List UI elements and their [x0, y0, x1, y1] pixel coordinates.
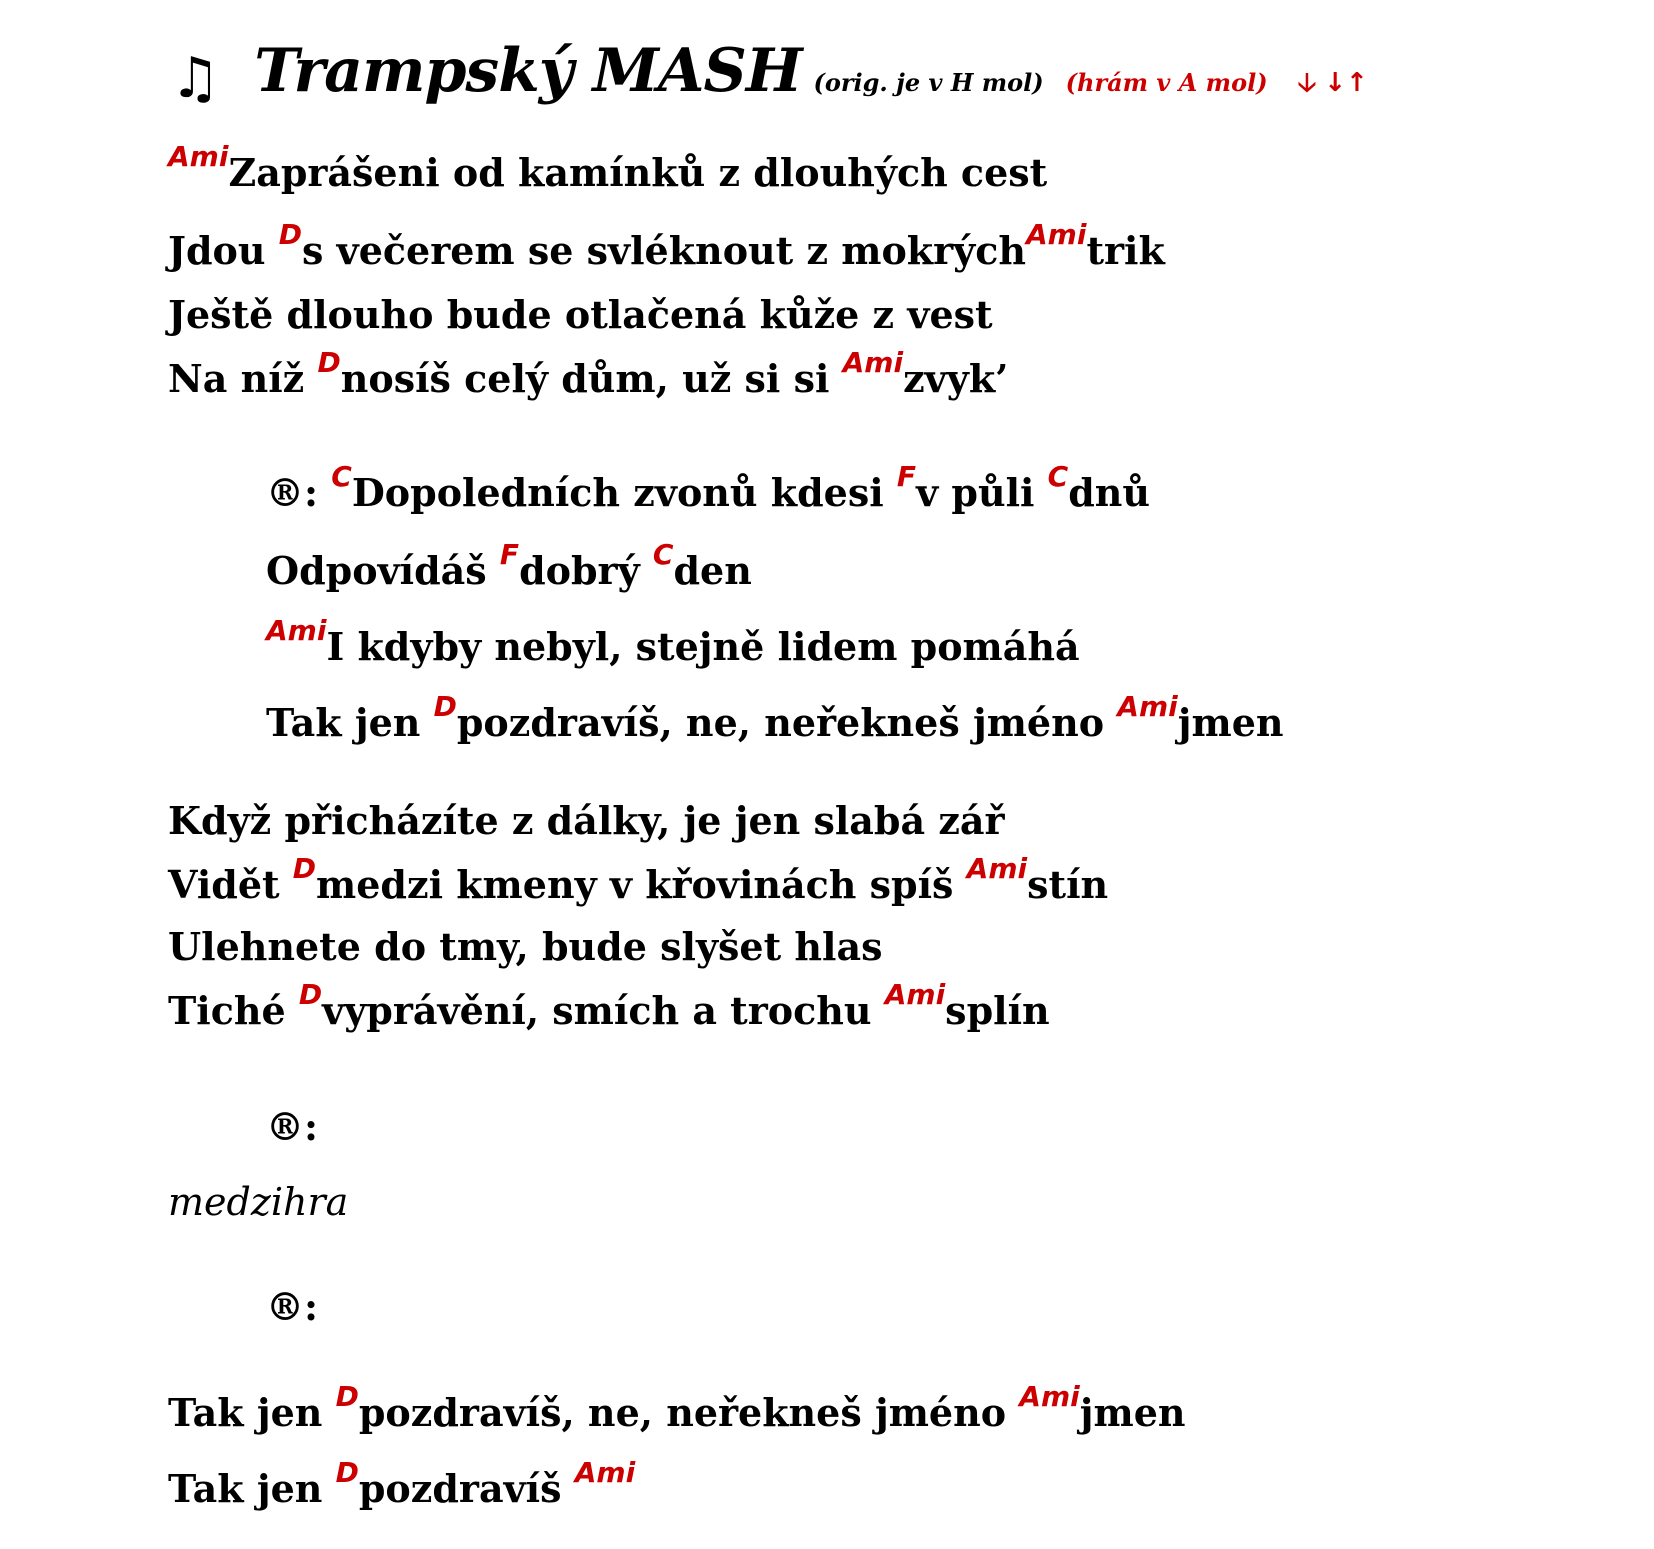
lyric-text: pozdravíš [358, 1466, 575, 1511]
lyric-text: Ulehnete do tmy, bude slyšet hlas [168, 924, 883, 969]
lyric-text: stín [1027, 862, 1109, 907]
verse-line [168, 346, 1009, 401]
lyric-text: vyprávění, smích a trochu [322, 988, 885, 1033]
chord-ami[interactable]: Ami [884, 978, 946, 1011]
lyric-text: Vidět [168, 862, 293, 907]
verse-line [168, 798, 1005, 843]
lyric-text: v půli [916, 470, 1048, 515]
lyric-text: Dopoledních zvonů kdesi [351, 470, 897, 515]
lyric-text: Odpovídáš [266, 548, 500, 593]
chord-d[interactable]: D [433, 690, 457, 723]
chorus-line [266, 1284, 318, 1329]
chord-ami[interactable]: Ami [1019, 1380, 1080, 1413]
lyric-text: zvyk’ [903, 356, 1009, 401]
chord-f[interactable]: F [896, 460, 917, 493]
chorus-line [266, 690, 1284, 745]
chord-d[interactable]: D [292, 852, 317, 885]
chord-d[interactable]: D [278, 218, 303, 251]
verse-line [168, 924, 882, 969]
lyric-text: Na níž [168, 356, 318, 401]
lyric-text: Tak jen [266, 700, 434, 745]
chord-ami[interactable]: Ami [168, 140, 229, 173]
lyric-text: I kdyby nebyl, stejně lidem pomáhá [326, 624, 1080, 669]
lyric-text: dnů [1068, 470, 1151, 515]
lyric-text: Tak jen [168, 1390, 336, 1435]
chord-f[interactable]: F [499, 538, 520, 571]
song-title: Trampský MASH [254, 36, 802, 106]
chord-d[interactable]: D [335, 1380, 359, 1413]
chord-d[interactable]: D [298, 978, 323, 1011]
chorus-line [266, 1104, 318, 1149]
lyric-text: Zaprášeni od kamínků z dlouhých cest [228, 150, 1048, 195]
played-key: (hrám v A mol) [1065, 68, 1268, 97]
verse-line [168, 852, 1109, 907]
lyric-text: ®: [266, 1104, 319, 1149]
chorus-line [266, 460, 1151, 515]
chord-d[interactable]: D [317, 346, 341, 379]
lyric-text: ®: [266, 470, 332, 515]
chord-ami[interactable]: Ami [1117, 690, 1178, 723]
chord-ami[interactable]: Ami [842, 346, 904, 379]
chord-d[interactable]: D [335, 1456, 359, 1489]
lyric-text: jmen [1079, 1390, 1186, 1435]
chord-ami[interactable]: Ami [966, 852, 1028, 885]
lyric-text: Jdou [168, 228, 279, 273]
verse-line [168, 218, 1165, 273]
lyric-text: Tiché [168, 988, 299, 1033]
verse-line [168, 978, 1050, 1033]
song-header [170, 36, 1368, 119]
chord-ami[interactable]: Ami [266, 614, 327, 647]
lyric-text: s večerem se svléknout z mokrých [302, 228, 1027, 273]
lyric-text: pozdravíš, ne, neřekneš jméno [456, 700, 1118, 745]
lyric-text: den [673, 548, 752, 593]
transpose-down-icon[interactable]: 🡣 [1297, 68, 1317, 98]
lyric-text: trik [1086, 228, 1165, 273]
lyric-text: Když přicházíte z dálky, je jen slabá zář [168, 798, 1005, 843]
verse-line [168, 1456, 636, 1511]
interlude-label [168, 1180, 348, 1224]
transpose-swap-icon[interactable]: ↓↑ [1324, 68, 1368, 98]
chord-ami[interactable]: Ami [1026, 218, 1087, 251]
chorus-line [266, 538, 752, 593]
lyric-text: Tak jen [168, 1466, 336, 1511]
music-note-icon: ♫ [170, 46, 221, 111]
lyric-text: dobrý [519, 548, 653, 593]
lyric-text: ®: [266, 1284, 319, 1329]
lyric-text: medzi kmeny v křovinách spíš [316, 862, 967, 907]
chord-c[interactable]: C [1047, 460, 1069, 493]
verse-line [168, 140, 1048, 195]
lyric-text: Ještě dlouho bude otlačená kůže z vest [168, 292, 993, 337]
chord-c[interactable]: C [331, 460, 352, 493]
lyric-text: nosíš celý dům, už si si [340, 356, 843, 401]
chord-ami[interactable]: Ami [574, 1456, 636, 1489]
lyric-text: jmen [1177, 700, 1284, 745]
lyric-text: medzihra [168, 1180, 349, 1224]
original-key: (orig. je v H mol) [813, 68, 1044, 97]
lyric-text: splín [945, 988, 1050, 1033]
chord-c[interactable]: C [652, 538, 674, 571]
chorus-line [266, 614, 1080, 669]
lyric-text: pozdravíš, ne, neřekneš jméno [358, 1390, 1020, 1435]
verse-line [168, 1380, 1186, 1435]
verse-line [168, 292, 993, 337]
